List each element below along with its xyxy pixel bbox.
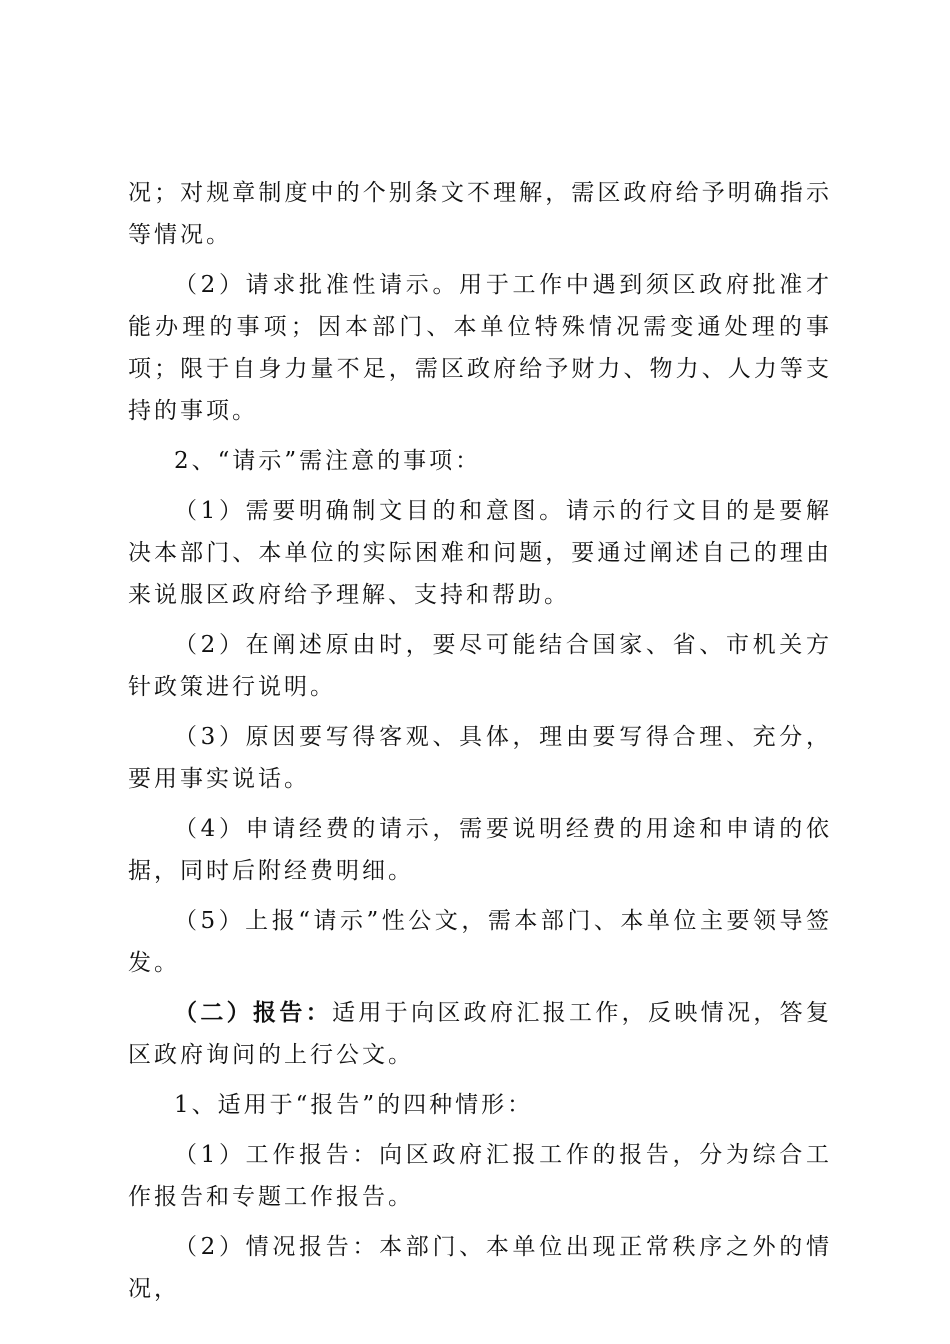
paragraph-7 xyxy=(128,808,832,892)
paragraph-3 xyxy=(128,440,832,482)
paragraph-text: （3）原因要写得客观、具体，理由要写得合理、充分，要用事实说话。 xyxy=(128,724,832,792)
paragraph-text: 2、“请示”需注意的事项： xyxy=(174,448,482,474)
paragraph-text: （2）在阐述原由时，要尽可能结合国家、省、市机关方针政策进行说明。 xyxy=(128,632,832,700)
paragraph-8 xyxy=(128,900,832,984)
section-heading: （二）报告： xyxy=(174,999,332,1026)
paragraph-2 xyxy=(128,264,832,432)
paragraph-6 xyxy=(128,716,832,800)
paragraph-5 xyxy=(128,624,832,708)
document-body xyxy=(128,172,832,1318)
paragraph-11 xyxy=(128,1134,832,1218)
paragraph-text: 适用于向区政府汇报工作，反映情况，答复区政府询问的上行公文。 xyxy=(128,1000,833,1068)
paragraph-text: 况；对规章制度中的个别条文不理解，需区政府给予明确指示等情况。 xyxy=(128,180,832,248)
paragraph-text: 1、适用于“报告”的四种情形： xyxy=(174,1092,534,1118)
paragraph-text: （5）上报“请示”性公文，需本部门、本单位主要领导签发。 xyxy=(128,908,832,976)
paragraph-4 xyxy=(128,490,832,616)
paragraph-12 xyxy=(128,1226,832,1310)
paragraph-text: （1）需要明确制文目的和意图。请示的行文目的是要解决本部门、本单位的实际困难和问题，要通过阐述自己的理由来说服区政府给予理解、支持和帮助。 xyxy=(128,498,832,608)
paragraph-text: （4）申请经费的请示，需要说明经费的用途和申请的依据，同时后附经费明细。 xyxy=(128,816,832,884)
paragraph-text: （2）情况报告：本部门、本单位出现正常秩序之外的情况， xyxy=(128,1234,832,1302)
paragraph-text: （2）请求批准性请示。用于工作中遇到须区政府批准才能办理的事项；因本部门、本单位特殊情况需变通处理的事项；限于自身力量不足，需区政府给予财力、物力、人力等支持的事项。 xyxy=(128,272,832,424)
paragraph-9 xyxy=(128,992,832,1076)
paragraph-10 xyxy=(128,1084,832,1126)
paragraph-text: （1）工作报告：向区政府汇报工作的报告，分为综合工作报告和专题工作报告。 xyxy=(128,1142,832,1210)
paragraph-1 xyxy=(128,172,832,256)
